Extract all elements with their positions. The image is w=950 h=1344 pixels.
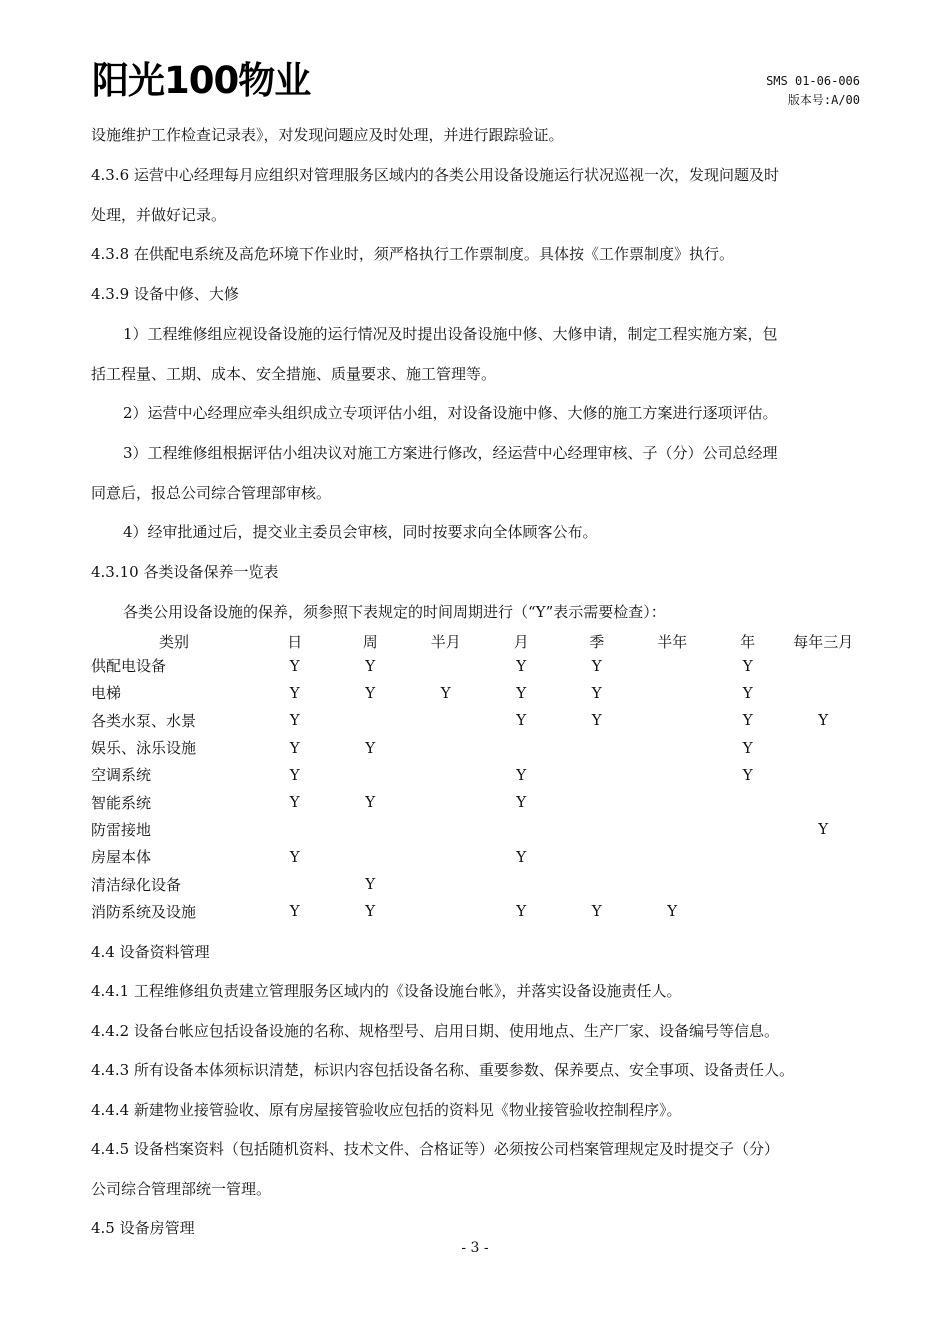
equipment-category: 消防系统及设施 [91, 902, 197, 921]
column-header: 每年三月 [793, 632, 854, 651]
schedule-cell [786, 870, 862, 897]
schedule-cell: Y [516, 711, 527, 730]
schedule-cell: Y [818, 711, 829, 730]
schedule-cell [484, 870, 560, 897]
maintenance-schedule-table [91, 630, 861, 925]
schedule-cell: Y [742, 656, 753, 675]
equipment-category: 空调系统 [91, 766, 152, 785]
schedule-cell [635, 734, 711, 761]
page-number: - 3 - [461, 1240, 489, 1256]
schedule-cell [635, 652, 711, 679]
schedule-cell [635, 788, 711, 815]
paragraph-line: 括工程量、工期、成本、安全措施、质量要求、施工管理等。 [91, 365, 497, 383]
column-header: 季 [589, 632, 605, 651]
schedule-cell: Y [742, 683, 753, 702]
table-row [91, 816, 861, 843]
schedule-cell [408, 734, 484, 761]
paragraph-line: 4.4.5 设备档案资料（包括随机资料、技术文件、合格证等）必须按公司档案管理规定及时提交子（分） [91, 1140, 779, 1158]
schedule-cell [786, 898, 862, 925]
paragraph-line: 4）经审批通过后，提交业主委员会审核，同时按要求向全体顾客公布。 [123, 523, 598, 541]
schedule-cell: Y [667, 902, 678, 921]
schedule-cell [408, 816, 484, 843]
schedule-cell: Y [289, 765, 300, 784]
section-heading: 4.5 设备房管理 [91, 1219, 195, 1237]
schedule-cell [559, 843, 635, 870]
column-header: 月 [513, 632, 529, 651]
equipment-category: 智能系统 [91, 793, 152, 812]
paragraph-line: 4.4.2 设备台帐应包括设备设施的名称、规格型号、启用日期、使用地点、生产厂家、设备编号等信息。 [91, 1022, 779, 1040]
table-row [91, 761, 861, 788]
schedule-cell: Y [516, 793, 527, 812]
schedule-cell [786, 788, 862, 815]
table-row [91, 843, 861, 870]
schedule-cell [484, 816, 560, 843]
column-header: 半年 [657, 632, 688, 651]
table-row [91, 788, 861, 815]
schedule-cell: Y [289, 711, 300, 730]
schedule-cell [635, 843, 711, 870]
schedule-cell: Y [289, 793, 300, 812]
section-heading: 4.4 设备资料管理 [91, 943, 210, 961]
paragraph-line: 处理，并做好记录。 [91, 206, 227, 224]
column-header: 年 [740, 632, 756, 651]
column-header: 日 [287, 632, 303, 651]
schedule-cell: Y [516, 683, 527, 702]
paragraph-line: 4.3.8 在供配电系统及高危环境下作业时，须严格执行工作票制度。具体按《工作票制度》执行。 [91, 245, 734, 263]
schedule-cell: Y [289, 656, 300, 675]
equipment-category: 电梯 [91, 684, 122, 703]
schedule-cell: Y [591, 656, 602, 675]
schedule-cell: Y [742, 765, 753, 784]
schedule-cell: Y [289, 738, 300, 757]
company-logo: 阳光100物业 [92, 59, 311, 102]
schedule-cell: Y [365, 793, 376, 812]
equipment-category: 清洁绿化设备 [91, 875, 182, 894]
paragraph-line: 设施维护工作检查记录表》，对发现问题应及时处理，并进行跟踪验证。 [91, 126, 564, 144]
schedule-cell: Y [289, 902, 300, 921]
paragraph-line: 4.3.6 运营中心经理每月应组织对管理服务区域内的各类公用设备设施运行状况巡视一次，发现问题及时 [91, 166, 779, 184]
schedule-cell: Y [365, 738, 376, 757]
schedule-cell: Y [365, 875, 376, 894]
schedule-cell [559, 734, 635, 761]
section-heading: 4.3.9 设备中修、大修 [91, 285, 239, 303]
schedule-cell: Y [516, 765, 527, 784]
equipment-category: 防雷接地 [91, 820, 152, 839]
paragraph-line: 同意后，报总公司综合管理部审核。 [91, 484, 332, 502]
schedule-cell: Y [365, 902, 376, 921]
schedule-cell [710, 870, 786, 897]
schedule-cell [559, 761, 635, 788]
schedule-cell [333, 761, 409, 788]
schedule-cell: Y [591, 711, 602, 730]
table-row [91, 707, 861, 734]
schedule-cell: Y [365, 656, 376, 675]
schedule-cell [408, 788, 484, 815]
schedule-cell [710, 843, 786, 870]
paragraph-line: 4.4.3 所有设备本体须标识清楚，标识内容包括设备名称、重要参数、保养要点、安全事项、设备责任人。 [91, 1061, 794, 1079]
schedule-cell [635, 679, 711, 706]
schedule-cell [257, 870, 333, 897]
schedule-cell: Y [516, 902, 527, 921]
schedule-cell: Y [742, 711, 753, 730]
schedule-cell [786, 734, 862, 761]
schedule-cell [408, 761, 484, 788]
document-code: SMS 01-06-006 [766, 74, 860, 88]
schedule-cell [257, 816, 333, 843]
table-header-row [91, 630, 861, 652]
paragraph-line: 2）运营中心经理应牵头组织成立专项评估小组，对设备设施中修、大修的施工方案进行逐项评估。 [123, 404, 778, 422]
schedule-cell [559, 870, 635, 897]
schedule-cell [710, 898, 786, 925]
schedule-cell [408, 652, 484, 679]
schedule-cell [710, 788, 786, 815]
schedule-cell [408, 707, 484, 734]
schedule-cell: Y [440, 683, 451, 702]
version-number: 版本号:A/00 [787, 93, 860, 107]
table-row [91, 679, 861, 706]
schedule-cell [635, 816, 711, 843]
schedule-cell [635, 707, 711, 734]
equipment-category: 各类水泵、水景 [91, 711, 197, 730]
table-row [91, 652, 861, 679]
schedule-cell: Y [365, 683, 376, 702]
schedule-cell: Y [516, 656, 527, 675]
column-header: 周 [362, 632, 378, 651]
column-header: 类别 [158, 632, 189, 651]
schedule-cell [559, 816, 635, 843]
schedule-cell [333, 707, 409, 734]
schedule-cell: Y [591, 902, 602, 921]
equipment-category: 供配电设备 [91, 657, 167, 676]
schedule-cell [786, 843, 862, 870]
schedule-cell [559, 788, 635, 815]
schedule-cell [710, 816, 786, 843]
equipment-category: 娱乐、泳乐设施 [91, 739, 197, 758]
paragraph-line: 4.4.4 新建物业接管验收、原有房屋接管验收应包括的资料见《物业接管验收控制程序》。 [91, 1101, 682, 1119]
schedule-cell [635, 761, 711, 788]
table-row [91, 870, 861, 897]
schedule-cell [408, 870, 484, 897]
schedule-cell: Y [516, 847, 527, 866]
equipment-category: 房屋本体 [91, 848, 152, 867]
schedule-cell [635, 870, 711, 897]
paragraph-line: 4.4.1 工程维修组负责建立管理服务区域内的《设备设施台帐》，并落实设备设施责任人。 [91, 982, 682, 1000]
document-code-block [766, 72, 860, 110]
section-heading: 4.3.10 各类设备保养一览表 [91, 563, 279, 581]
schedule-cell [786, 652, 862, 679]
paragraph-line: 各类公用设备设施的保养，须参照下表规定的时间周期进行（“Y”表示需要检查）： [123, 603, 666, 621]
schedule-cell: Y [591, 683, 602, 702]
schedule-cell [786, 679, 862, 706]
schedule-cell: Y [742, 738, 753, 757]
schedule-cell: Y [289, 683, 300, 702]
schedule-cell: Y [818, 820, 829, 839]
schedule-cell [786, 761, 862, 788]
schedule-cell [484, 734, 560, 761]
column-header: 半月 [430, 632, 461, 651]
paragraph-line: 3）工程维修组根据评估小组决议对施工方案进行修改，经运营中心经理审核、子（分）公司总经理 [123, 444, 778, 462]
schedule-cell [333, 843, 409, 870]
paragraph-line: 1）工程维修组应视设备设施的运行情况及时提出设备设施中修、大修申请，制定工程实施方案，包 [123, 325, 778, 343]
table-row [91, 898, 861, 925]
paragraph-line: 公司综合管理部统一管理。 [91, 1180, 272, 1198]
schedule-cell [408, 898, 484, 925]
schedule-cell [408, 843, 484, 870]
schedule-cell: Y [289, 847, 300, 866]
table-row [91, 734, 861, 761]
schedule-cell [333, 816, 409, 843]
